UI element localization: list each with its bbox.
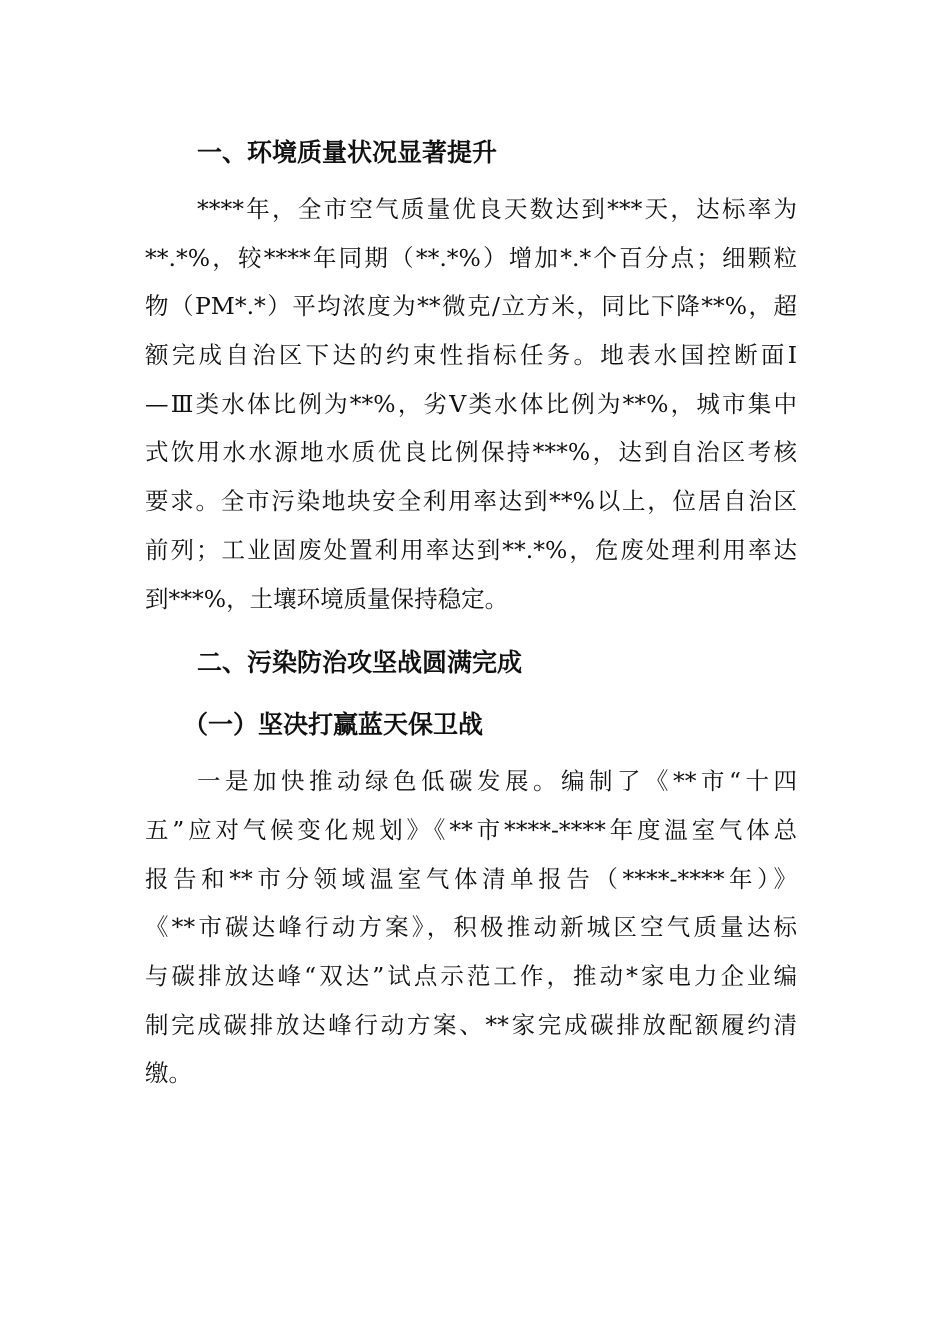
paragraph-line: 制完成碳排放达峰行动方案、**家完成碳排放配额履约清	[145, 1010, 797, 1039]
paragraph-line: 五”应对气候变化规划》《**市****-****年度温室气体总	[145, 815, 797, 844]
paragraph-line: 报告和**市分领域温室气体清单报告（****-****年）》	[145, 864, 797, 893]
paragraph-line: 缴。	[145, 1059, 192, 1088]
paragraph-line: 要求。全市污染地块安全利用率达到**%以上，位居自治区	[145, 487, 797, 516]
paragraph-line: 一是加快推动绿色低碳发展。编制了《**市“十四	[197, 767, 797, 796]
document-body	[145, 127, 797, 1098]
section-heading-1: 一、环境质量状况显著提升	[197, 138, 498, 167]
paragraph-line: 到***%，土壤环境质量保持稳定。	[145, 584, 509, 613]
paragraph-environment-quality	[145, 185, 797, 623]
paragraph-line: ****年，全市空气质量优良天数达到***天，达标率为	[197, 195, 797, 223]
paragraph-line: 前列；工业固废处置利用率达到**.*%，危废处理利用率达	[145, 535, 797, 564]
paragraph-line: 与碳排放达峰“双达”试点示范工作，推动*家电力企业编	[145, 961, 797, 990]
paragraph-line: **.*%，较****年同期（**.*%）增加*.*个百分点；细颗粒	[145, 243, 797, 272]
paragraph-line: —Ⅲ类水体比例为**%，劣Ⅴ类水体比例为**%，城市集中	[145, 389, 797, 418]
paragraph-low-carbon	[145, 757, 797, 1098]
section-heading-2: 二、污染防治攻坚战圆满完成	[197, 648, 523, 678]
paragraph-line: 物（PM*.*）平均浓度为**微克/立方米，同比下降**%，超	[145, 292, 797, 321]
paragraph-line: 《**市碳达峰行动方案》，积极推动新城区空气质量达标	[145, 913, 797, 942]
subsection-heading-1: （一）坚决打赢蓝天保卫战	[183, 710, 484, 740]
paragraph-line: 额完成自治区下达的约束性指标任务。地表水国控断面Ⅰ	[145, 341, 797, 370]
paragraph-line: 式饮用水水源地水质优良比例保持***%，达到自治区考核	[145, 438, 797, 467]
